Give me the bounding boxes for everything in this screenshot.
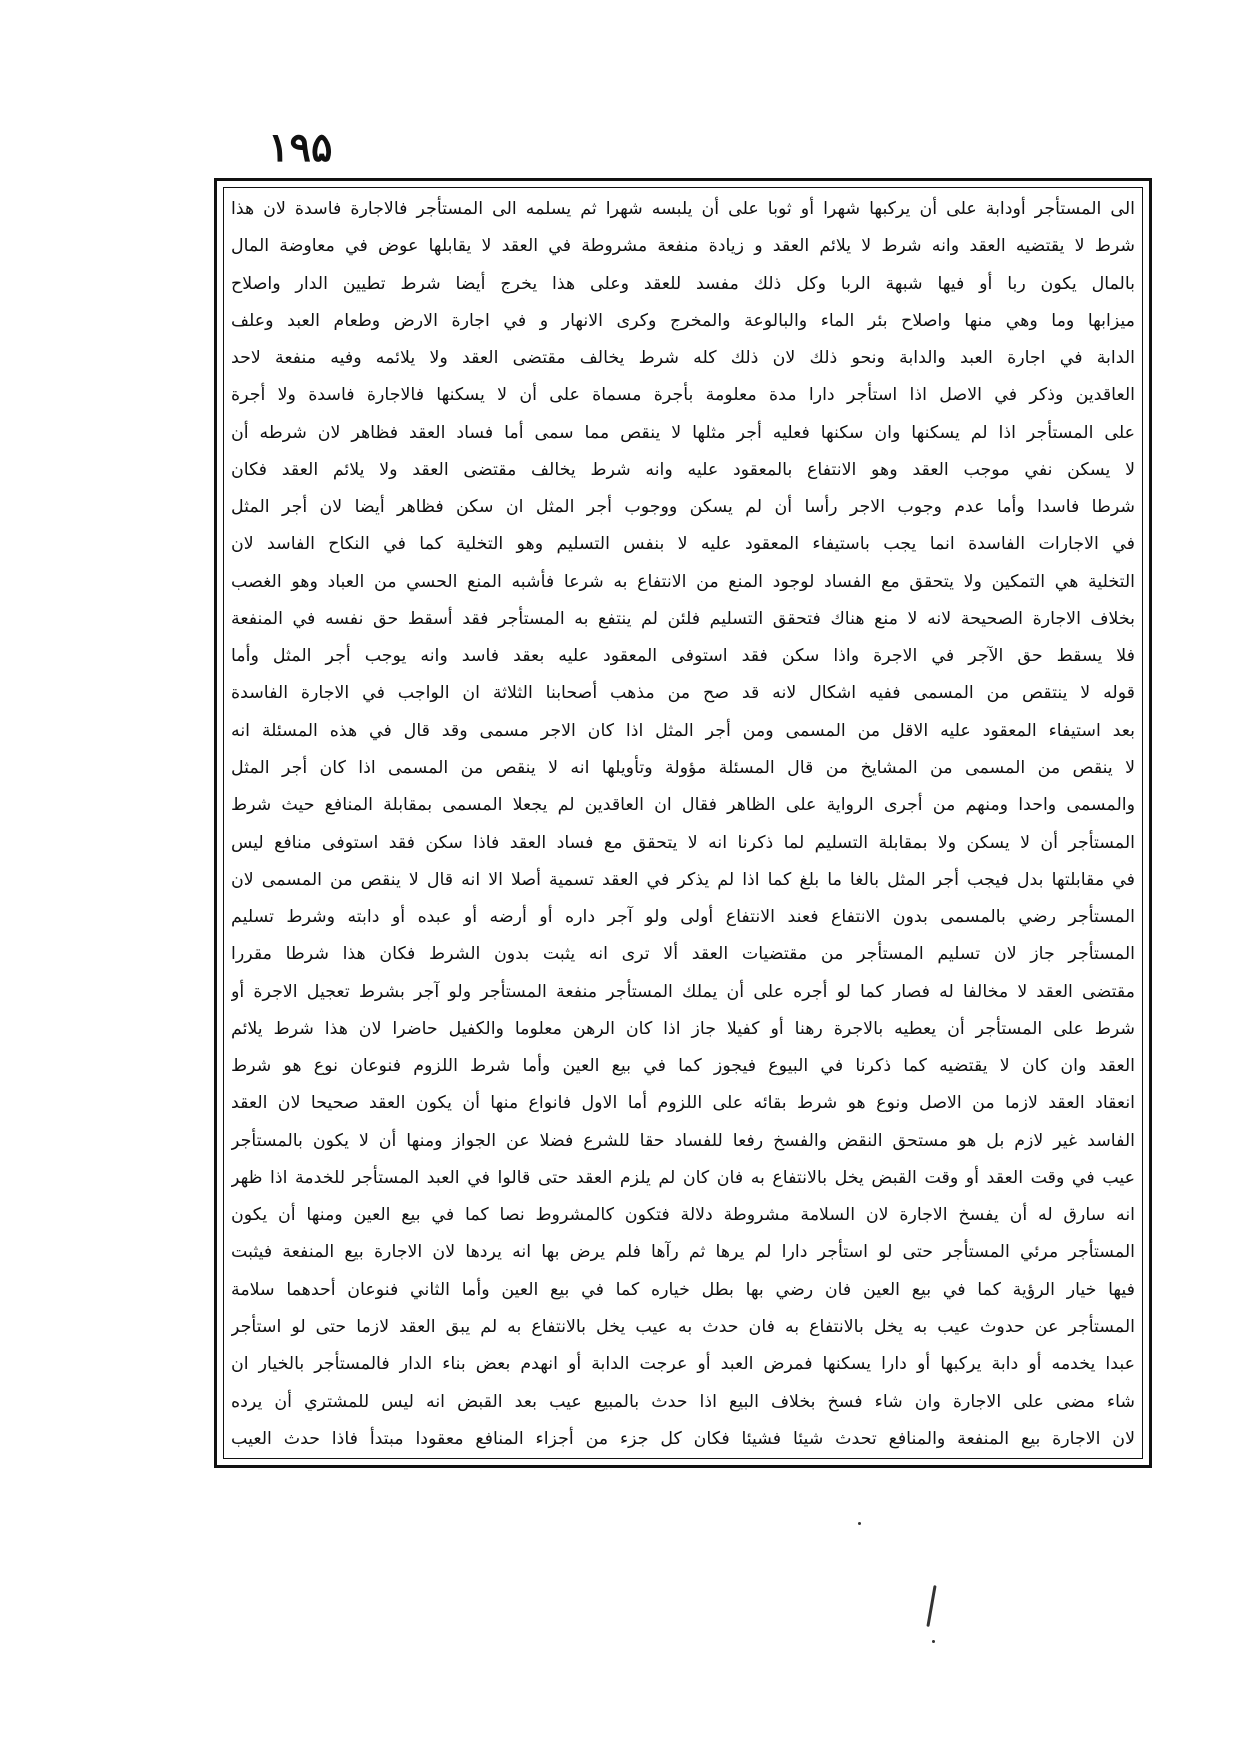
text-line: شرط لا يقتضيه العقد وانه شرط لا يلائم العقد و زيادة منفعة مشروطة في العقد لا يقابلها عوض في معاوضة المال <box>231 236 1135 257</box>
text-line: عبدا يخدمه أو دابة يركبها أو دارا يسكنها فمرض العبد أو عرجت الدابة أو انهدم بعض بناء الدار فالمستأجر بالخيار ان <box>231 1354 1135 1375</box>
text-line: العقد وان كان لا يقتضيه كما ذكرنا في البيوع فيجوز كما في بيع العين وأما شرط اللزوم فنوعان نوع هو شرط <box>231 1056 1135 1077</box>
text-line: لا يسكن نفي موجب العقد وهو الانتفاع بالمعقود عليه وانه شرط يخالف مقتضى العقد ولا يلائم العقد فكان <box>231 459 1135 480</box>
text-line: انه سارق له أن يفسخ الاجارة لان السلامة مشروطة دلالة فتكون كالمشروط نصا كما في بيع العين ومنها أن يكون <box>231 1205 1135 1226</box>
text-line: على المستأجر اذا لم يسكنها وان سكنها فعليه أجر مثلها لا ينقص مما سمى أما فساد العقد فظاهر لان شرطه أن <box>231 422 1135 443</box>
text-line: لا ينقص من المسمى من المشايخ من قال المسئلة مؤولة وتأويلها انه لا ينقص من المسمى اذا كان أجر المثل <box>231 757 1135 778</box>
text-line: المستأجر عن حدوث عيب به يخل بالانتفاع به فان حدث به عيب يخل بالانتفاع به لم يبق العقد لازما حتى لو استأجر <box>231 1316 1135 1337</box>
text-line: في مقابلتها بدل فيجب أجر المثل بالغا ما بلغ كما اذا لم يذكر في العقد تسمية أصلا الا انه قال لا ينقص من المسمى لان <box>231 869 1135 890</box>
text-line: فلا يسقط حق الآجر في الاجرة واذا سكن فقد استوفى المعقود عليه بعقد فاسد وانه يوجب أجر المثل وأما <box>231 646 1135 667</box>
text-line: قوله لا ينتقص من المسمى ففيه اشكال لانه قد صح من مذهب أصحابنا الثلاثة ان الواجب في الاجارة الفاسدة <box>231 683 1135 704</box>
text-line: بعد استيفاء المعقود عليه الاقل من المسمى ومن أجر المثل اذا كان الاجر مسمى وقد قال في هذه المسئلة انه <box>231 720 1135 741</box>
text-line: المستأجر رضي بالمسمى بدون الانتفاع فعند الانتفاع أولى ولو آجر داره أو أرضه أو عبده أو دابته وشرط تسليم <box>231 907 1135 928</box>
text-line: في الاجارات الفاسدة انما يجب باستيفاء المعقود عليه لا بنفس التسليم وهو التخلية كما في النكاح الفاسد لان <box>231 534 1135 555</box>
text-line: ميزابها وما وهي منها واصلاح بئر الماء والبالوعة والمخرج وكرى الانهار و في اجارة الارض وطعام العبد وعلف <box>231 310 1135 331</box>
text-line: مقتضى العقد لا مخالفا له فصار كما لو أجره على أن يملك المستأجر منفعة المستأجر ولو آجر بشرط تعجيل الاجرة أو <box>231 981 1135 1002</box>
text-line: الفاسد غير لازم بل هو مستحق النقض والفسخ رفعا للفساد حقا للشرع فضلا عن الجواز ومنها أن لا يكون بالمستأجر <box>231 1130 1135 1151</box>
scan-mark <box>926 1585 936 1627</box>
page-number: ۱۹۵ <box>268 124 333 171</box>
text-line: المستأجر مرئي المستأجر حتى لو استأجر دارا لم يرها ثم رآها فلم يرض بها انه يردها لان الاجارة بيع المنفعة فيثبت <box>231 1242 1135 1263</box>
text-line: المستأجر أن لا يسكن ولا بمقابلة التسليم لما ذكرنا انه لا يتحقق مع فساد العقد فاذا سكن فقد استوفى منافع ليس <box>231 832 1135 853</box>
text-line: فيها خيار الرؤية كما في بيع العين فان رضي بها بطل خياره كما في بيع العين وأما الثاني فنوعان أحدهما سلامة <box>231 1279 1135 1300</box>
text-line: الى المستأجر أودابة على أن يركبها شهرا أو ثوبا على أن يلبسه شهرا ثم يسلمه الى المستأجر فالاجارة فاسدة لان هذا <box>231 199 1135 219</box>
text-line: شاء مضى على الاجارة وان شاء فسخ بخلاف البيع اذا حدث بالمبيع عيب بعد القبض انه ليس للمشتري أن يرده <box>231 1391 1135 1412</box>
scan-speck <box>858 1522 861 1525</box>
scan-speck <box>932 1640 935 1643</box>
text-line: عيب في وقت العقد أو وقت القبض يخل بالانتفاع به فان كان لم يلزم العقد حتى قالوا في العبد المستأجر للخدمة اذا ظهر <box>231 1167 1135 1188</box>
text-line: بخلاف الاجارة الصحيحة لانه لا منع هناك فتحقق التسليم فلئن لم ينتفع به المستأجر فقد أسقط حق نفسه في المنفعة <box>231 608 1135 629</box>
text-line: الدابة في اجارة العبد والدابة ونحو ذلك لان ذلك كله شرط يخالف مقتضى العقد ولا يلائمه وفيه منفعة لاحد <box>231 348 1135 369</box>
text-line: بالمال يكون ربا أو فيها شبهة الربا وكل ذلك مفسد للعقد وعلى هذا يخرج أيضا شرط تطيين الدار واصلاح <box>231 273 1135 294</box>
text-line: شرطا فاسدا وأما عدم وجوب الاجر رأسا أن لم يسكن ووجوب أجر المثل ان سكن فظاهر أيضا لان أجر المثل <box>231 497 1135 518</box>
text-line: والمسمى واحدا ومنهم من أجرى الرواية على الظاهر فقال ان العاقدين لم يجعلا المسمى بمقابلة المنافع حيث شرط <box>231 795 1135 816</box>
page-border-outer <box>214 178 1152 1468</box>
text-line: انعقاد العقد لازما من الاصل ونوع هو شرط بقائه على اللزوم أما الاول فانواع منها أن يكون العقد صحيحا لان العقد <box>231 1093 1135 1114</box>
text-line: لان الاجارة بيع المنفعة والمنافع تحدث شيئا فشيئا فكان كل جزء من أجزاء المنافع معقودا مبتدأ فاذا حدث العيب <box>231 1428 1135 1449</box>
text-line: العاقدين وذكر في الاصل اذا استأجر دارا مدة معلومة بأجرة مسماة على أن لا يسكنها فالاجارة فاسدة ولا أجرة <box>231 385 1135 406</box>
text-line: التخلية هي التمكين ولا يتحقق مع الفساد لوجود المنع من الانتفاع به شرعا فأشبه المنع الحسي من العباد وهو الغصب <box>231 571 1135 592</box>
text-line: المستأجر جاز لان تسليم المستأجر من مقتضيات العقد ألا ترى انه يثبت بدون الشرط فكان هذا شرطا مقررا <box>231 944 1135 965</box>
text-body <box>231 191 1135 1457</box>
text-line: شرط على المستأجر أن يعطيه بالاجرة رهنا أو كفيلا جاز اذا كان الرهن معلوما والكفيل حاضرا لان هذا شرط يلائم <box>231 1018 1135 1039</box>
